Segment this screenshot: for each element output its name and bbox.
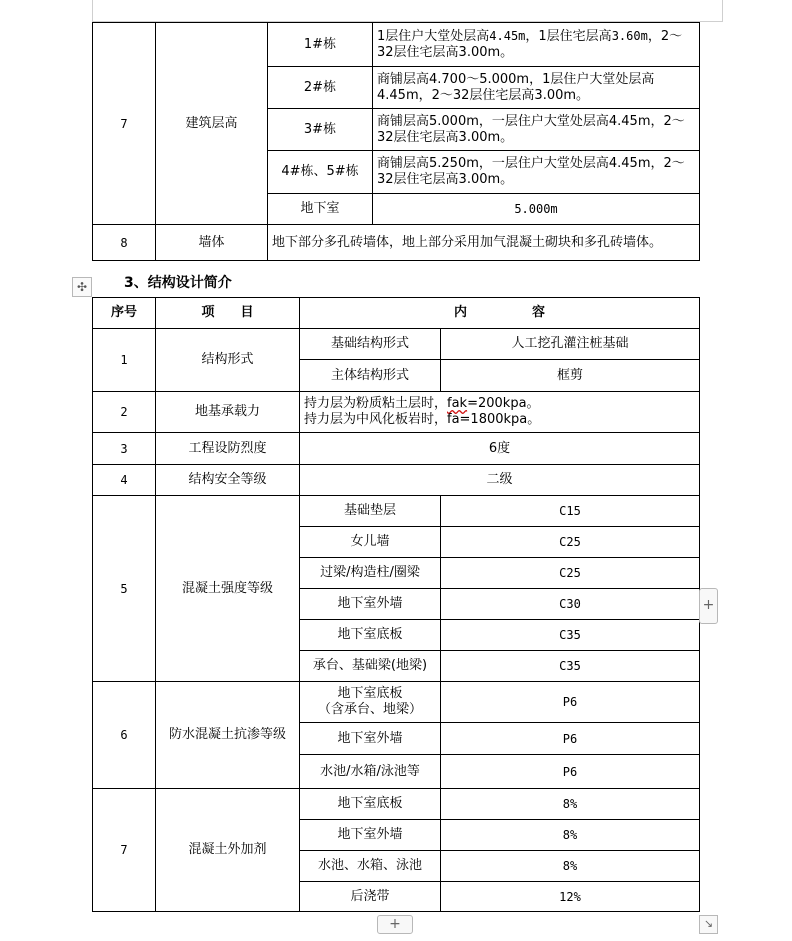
resize-icon: ↘ [703,917,714,930]
sub-item-cell [300,682,441,723]
item-cell: 地基承载力 [156,392,300,433]
sub-item-cell: 地下室底板 [300,789,441,820]
content-cell [300,392,700,433]
content-cell: 5.000m [373,194,700,225]
header-item: 项 目 [156,298,300,329]
value-cell: 8% [441,851,700,882]
page-left-rule [92,0,93,22]
item-cell: 防水混凝土抗渗等级 [156,682,300,789]
content-cell: 商铺层高5.250m，一层住户大堂处层高4.45m，2～32层住宅层高3.00m。 [373,151,700,194]
sub-item-cell: 地下室外墙 [300,723,441,755]
item-cell: 建筑层高 [156,23,268,225]
value-cell: 8% [441,789,700,820]
value-cell: 二级 [300,465,700,496]
sub-item-line: 地下室底板 [337,686,403,701]
content-cell: 1层住户大堂处层高4.45m，1层住宅层高3.60m，2～32层住宅层高3.00m。 [373,23,700,67]
value-cell: C25 [441,527,700,558]
sub-item-cell: 女儿墙 [300,527,441,558]
item-cell: 墙体 [156,225,268,261]
sub-item-cell: 水池、水箱、泳池 [300,851,441,882]
seq-cell: 6 [93,682,156,789]
plus-icon: + [702,597,715,613]
seq-cell: 2 [93,392,156,433]
sub-item-cell: 后浇带 [300,882,441,912]
seq-cell: 1 [93,329,156,392]
value-cell: P6 [441,723,700,755]
sub-item-cell: 地下室外墙 [300,820,441,851]
value-cell: 6度 [300,433,700,465]
item-cell: 混凝土外加剂 [156,789,300,912]
content-line: 持力层为中风化板岩时，fa=1800kpa。 [304,412,541,427]
seq-cell: 7 [93,789,156,912]
sub-item-cell: 4#栋、5#栋 [268,151,373,194]
content-cell: 商铺层高5.000m，一层住户大堂处层高4.45m，2～32层住宅层高3.00m。 [373,109,700,151]
move-icon: ✣ [76,280,88,294]
content-cell: 地下部分多孔砖墙体，地上部分采用加气混凝土砌块和多孔砖墙体。 [268,225,700,261]
value-cell: P6 [441,682,700,723]
value-cell: 12% [441,882,700,912]
building-info-table [92,22,700,261]
value-cell: C15 [441,496,700,527]
seq-cell: 5 [93,496,156,682]
value-cell: 8% [441,820,700,851]
value-cell: C35 [441,651,700,682]
value-cell: 框剪 [441,360,700,392]
sub-item-line: （含承台、地梁） [317,702,422,717]
page-right-rule [722,0,723,22]
seq-cell: 8 [93,225,156,261]
sub-item-cell: 1#栋 [268,23,373,67]
section-heading: 3、结构设计简介 [124,275,232,291]
content-cell: 商铺层高4.700～5.000m，1层住户大堂处层高4.45m，2～32层住宅层高3.00m。 [373,67,700,109]
item-cell: 混凝土强度等级 [156,496,300,682]
sub-item-cell: 地下室 [268,194,373,225]
item-cell: 结构形式 [156,329,300,392]
seq-cell: 4 [93,465,156,496]
sub-item-cell: 承台、基础梁(地梁) [300,651,441,682]
sub-item-cell: 地下室外墙 [300,589,441,620]
sub-item-cell: 主体结构形式 [300,360,441,392]
sub-item-cell: 3#栋 [268,109,373,151]
item-cell: 工程设防烈度 [156,433,300,465]
value-cell: P6 [441,755,700,789]
structure-design-table [92,297,700,912]
table-resize-handle[interactable] [699,915,718,934]
table-move-handle[interactable] [72,277,92,297]
item-cell: 结构安全等级 [156,465,300,496]
value-cell: C35 [441,620,700,651]
seq-cell: 7 [93,23,156,225]
sub-item-cell: 地下室底板 [300,620,441,651]
value-cell: 人工挖孔灌注桩基础 [441,329,700,360]
header-content: 内 容 [300,298,700,329]
sub-item-cell: 2#栋 [268,67,373,109]
add-row-button[interactable] [377,915,413,934]
plus-icon: + [389,916,401,932]
seq-cell: 3 [93,433,156,465]
value-cell: C30 [441,589,700,620]
content-line: 持力层为粉质粘土层时，fak=200kpa。 [304,396,540,411]
sub-item-cell: 基础结构形式 [300,329,441,360]
add-column-button[interactable] [699,588,718,624]
sub-item-cell: 水池/水箱/泳池等 [300,755,441,789]
header-seq: 序号 [93,298,156,329]
previous-page-edge [0,0,792,22]
sub-item-cell: 基础垫层 [300,496,441,527]
sub-item-cell: 过梁/构造柱/圈梁 [300,558,441,589]
value-cell: C25 [441,558,700,589]
